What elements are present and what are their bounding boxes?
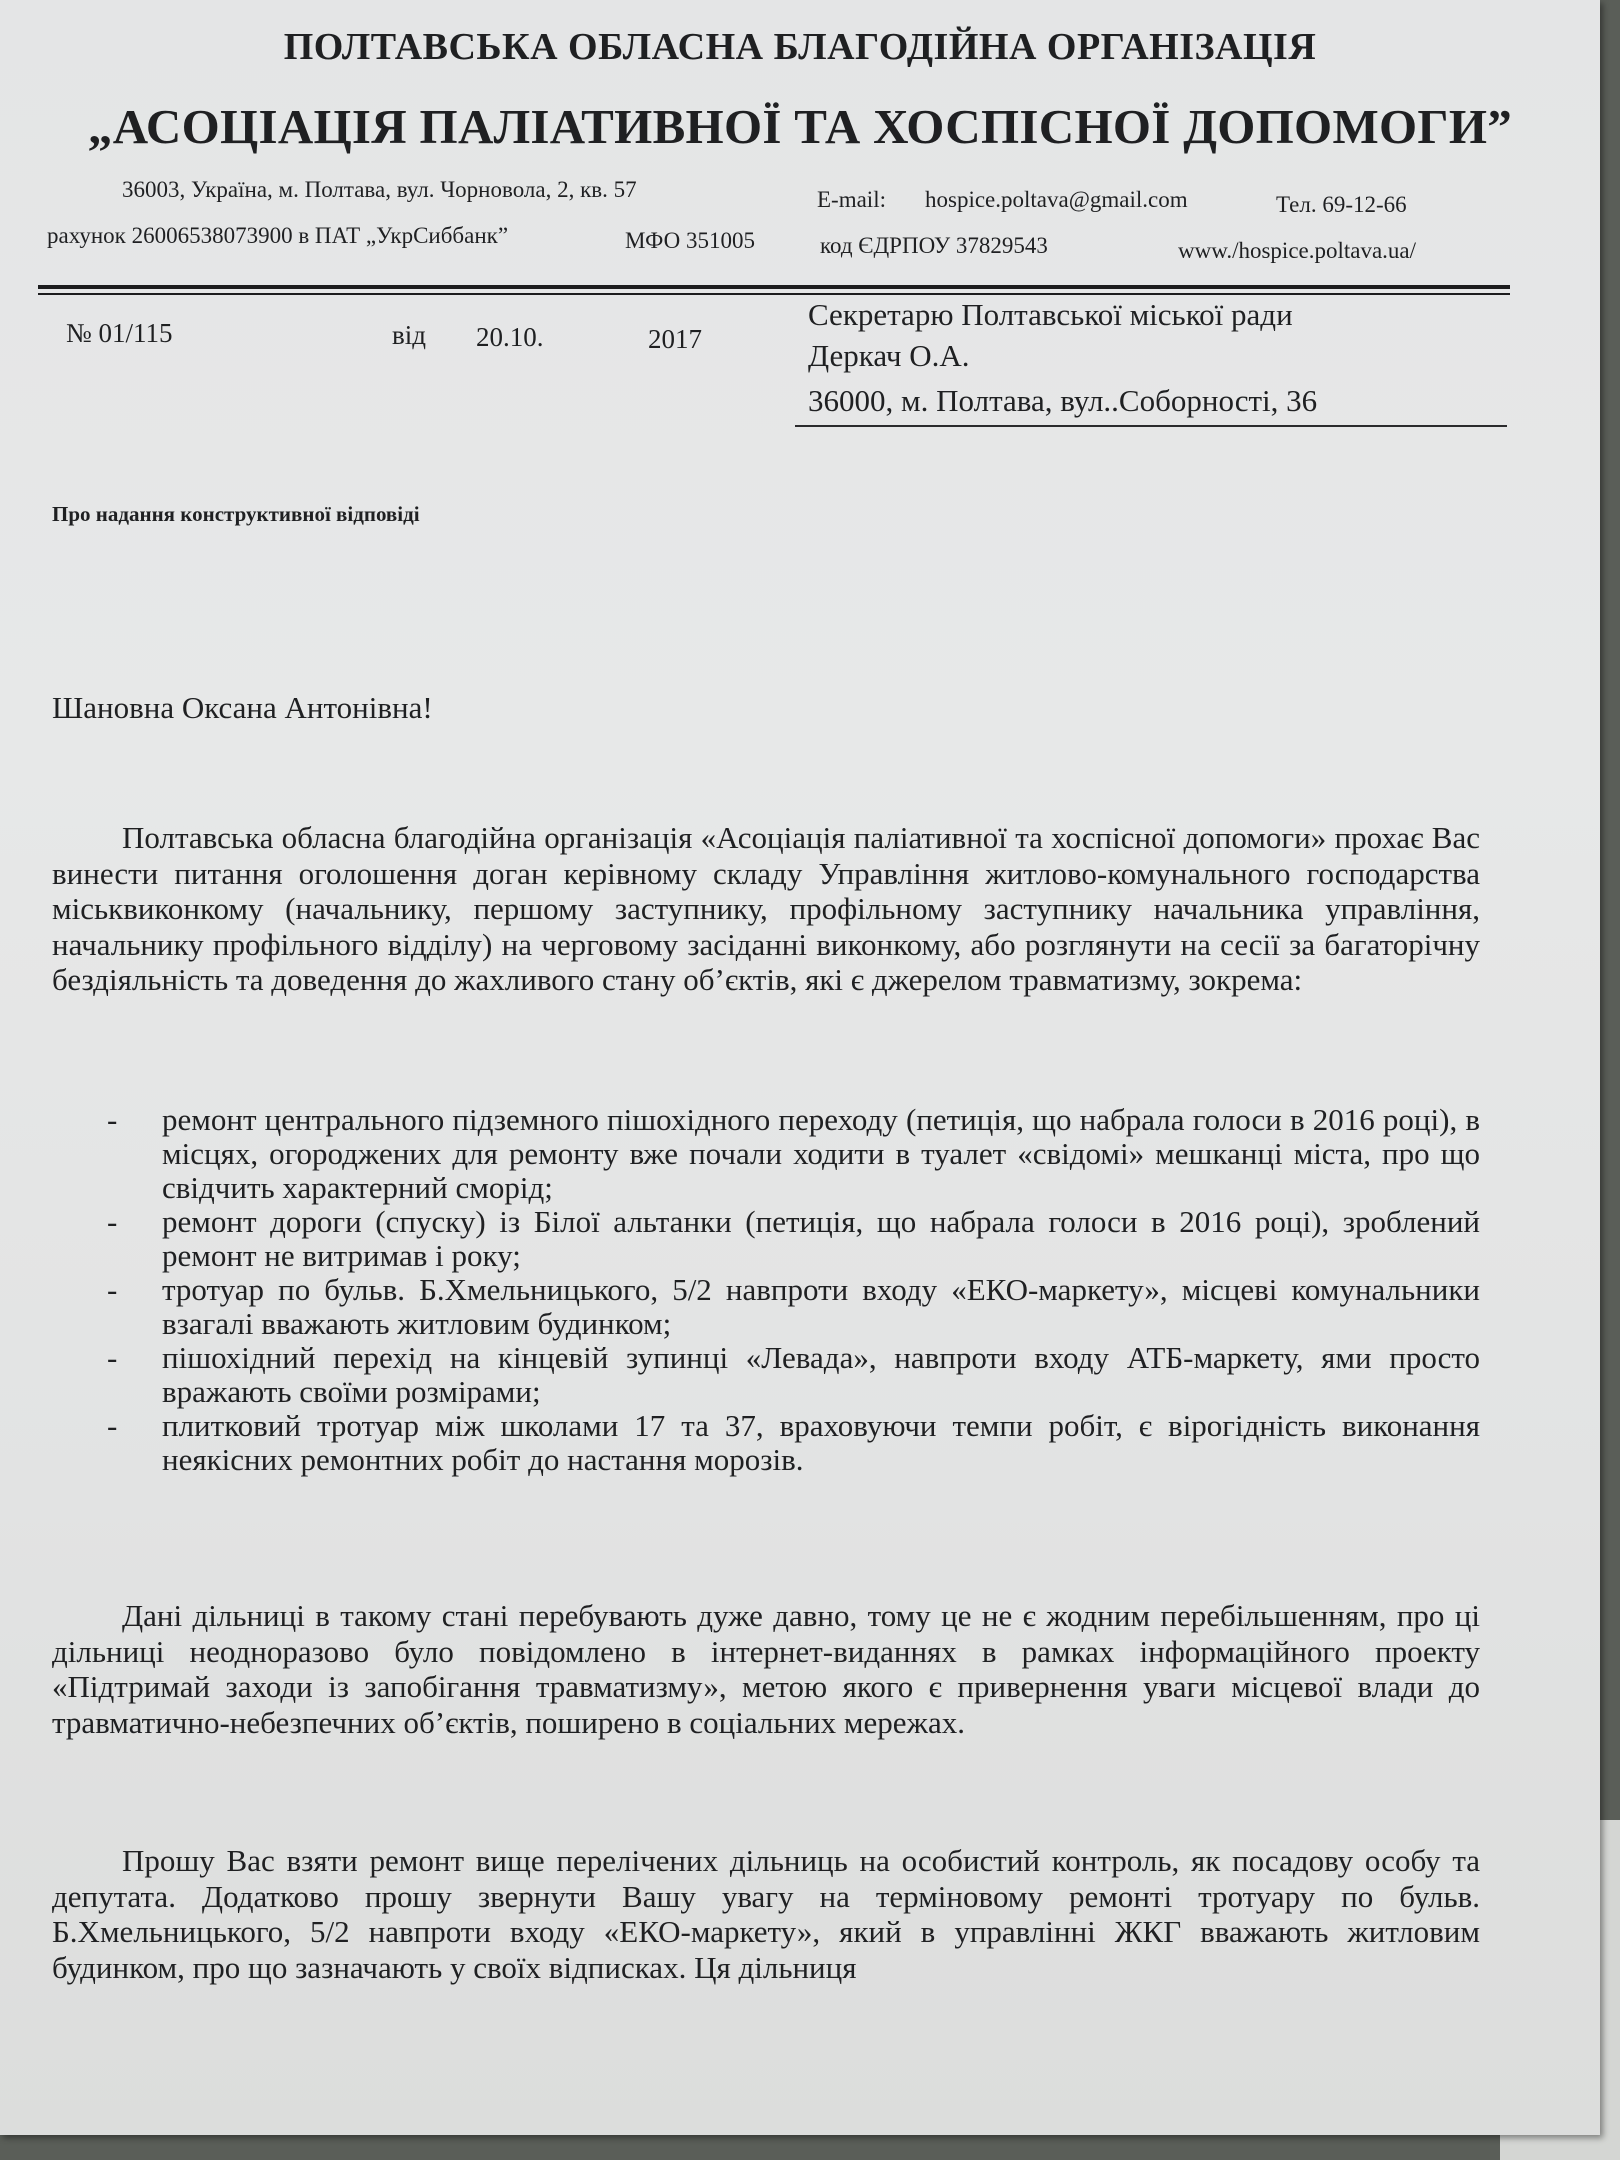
edrpou-code: код ЄДРПОУ 37829543 (820, 233, 1048, 258)
paragraph-context: Дані дільниці в такому стані перебувають дуже давно, тому це не є жодним перебільшенням, про ці дільниці неодноразово було повідомлено в інтернет-виданнях в рамках інформаційного проекту «Підтримай заходи із запобігання травматизму», метою якого є привернення уваги місцевої влади до травматично-небезпечних об’єктів, поширено в соціальних мережах. (52, 1598, 1480, 1740)
website: www./hospice.poltava.ua/ (1178, 238, 1417, 263)
letter-date: 20.10. (476, 322, 544, 352)
addressee-underline (795, 425, 1507, 427)
header-rule-thin (38, 293, 1510, 295)
list-item-text: пішохідний перехід на кінцевій зупинці «Левада», навпроти входу АТБ-маркету, ями просто вражають своїми розмірами; (162, 1340, 1480, 1409)
list-item-text: ремонт центрального підземного пішохідного переходу (петиція, що набрала голоси в 2016 році), в місцях, огороджених для ремонту вже почали ходити в туалет «свідомі» мешканці міста, про що свідчить характерний сморід; (162, 1102, 1480, 1205)
org-title: „АСОЦІАЦІЯ ПАЛІАТИВНОЇ ТА ХОСПІСНОЇ ДОПОМОГИ” (87, 99, 1513, 154)
list-item (52, 1205, 1480, 1273)
date-label: від (392, 320, 426, 350)
paragraph-control-request: Прошу Вас взяти ремонт вище перелічених дільниць на особистий контроль, як посадову особу та депутата. Додатково прошу звернути Вашу увагу на терміновому ремонті тротуару по бульв. Б.Хмельницького, 5/2 навпроти входу «ЕКО-маркету», який в управлінні ЖКГ вважають житловим будинком, про що зазначають у своїх відписках. Ця дільниця (52, 1843, 1480, 1985)
list-item (52, 1103, 1480, 1205)
letter-year: 2017 (648, 324, 702, 354)
letter-number: № 01/115 (66, 318, 173, 348)
paragraph-request: Полтавська обласна благодійна організація «Асоціація паліативної та хоспісної допомоги» прохає Вас винести питання оголошення доган керівному складу Управління житлово-комунального господарства міськвиконкому (начальнику, першому заступнику, профільному заступнику начальника управління, начальнику профільного відділу) на черговому засіданні виконкому, або розглянути на сесії за багаторічну бездіяльність та доведення до жахливого стану об’єктів, які є джерелом травматизму, зокрема: (52, 820, 1480, 997)
issue-list (52, 1103, 1480, 1477)
letter-subject: Про надання конструктивної відповіді (52, 502, 420, 526)
list-item-text: ремонт дороги (спуску) із Білої альтанки (петиція, що набрала голоси в 2016 році), зроблений ремонт не витримав і року; (162, 1204, 1480, 1273)
list-item (52, 1341, 1480, 1409)
email-address: hospice.poltava@gmail.com (925, 187, 1188, 212)
addressee-address: 36000, м. Полтава, вул..Соборності, 36 (808, 383, 1318, 418)
salutation: Шановна Оксана Антонівна! (52, 690, 433, 725)
list-dash: - (107, 1408, 118, 1443)
bank-mfo: МФО 351005 (625, 228, 755, 253)
list-item (52, 1409, 1480, 1477)
phone-number: Тел. 69-12-66 (1276, 192, 1407, 217)
addressee-name: Деркач О.А. (808, 338, 970, 373)
addressee-title: Секретарю Полтавської міської ради (808, 297, 1293, 332)
email-label: E-mail: (817, 187, 886, 212)
list-dash: - (107, 1204, 118, 1239)
bank-account: рахунок 26006538073900 в ПАТ „УкрСиббанк” (47, 223, 509, 248)
org-name: ПОЛТАВСЬКА ОБЛАСНА БЛАГОДІЙНА ОРГАНІЗАЦІЯ (283, 26, 1317, 68)
list-item-text: плитковий тротуар між школами 17 та 37, враховуючи темпи робіт, є вірогідність виконання неякісних ремонтних робіт до настання морозів. (162, 1408, 1480, 1477)
list-item-text: тротуар по бульв. Б.Хмельницького, 5/2 навпроти входу «ЕКО-маркету», місцеві комунальники взагалі вважають житловим будинком; (162, 1272, 1480, 1341)
list-item (52, 1273, 1480, 1341)
list-dash: - (107, 1272, 118, 1307)
org-address: 36003, Україна, м. Полтава, вул. Чорновола, 2, кв. 57 (122, 177, 637, 202)
list-dash: - (107, 1340, 118, 1375)
header-rule-thick (38, 285, 1510, 289)
list-dash: - (107, 1102, 118, 1137)
